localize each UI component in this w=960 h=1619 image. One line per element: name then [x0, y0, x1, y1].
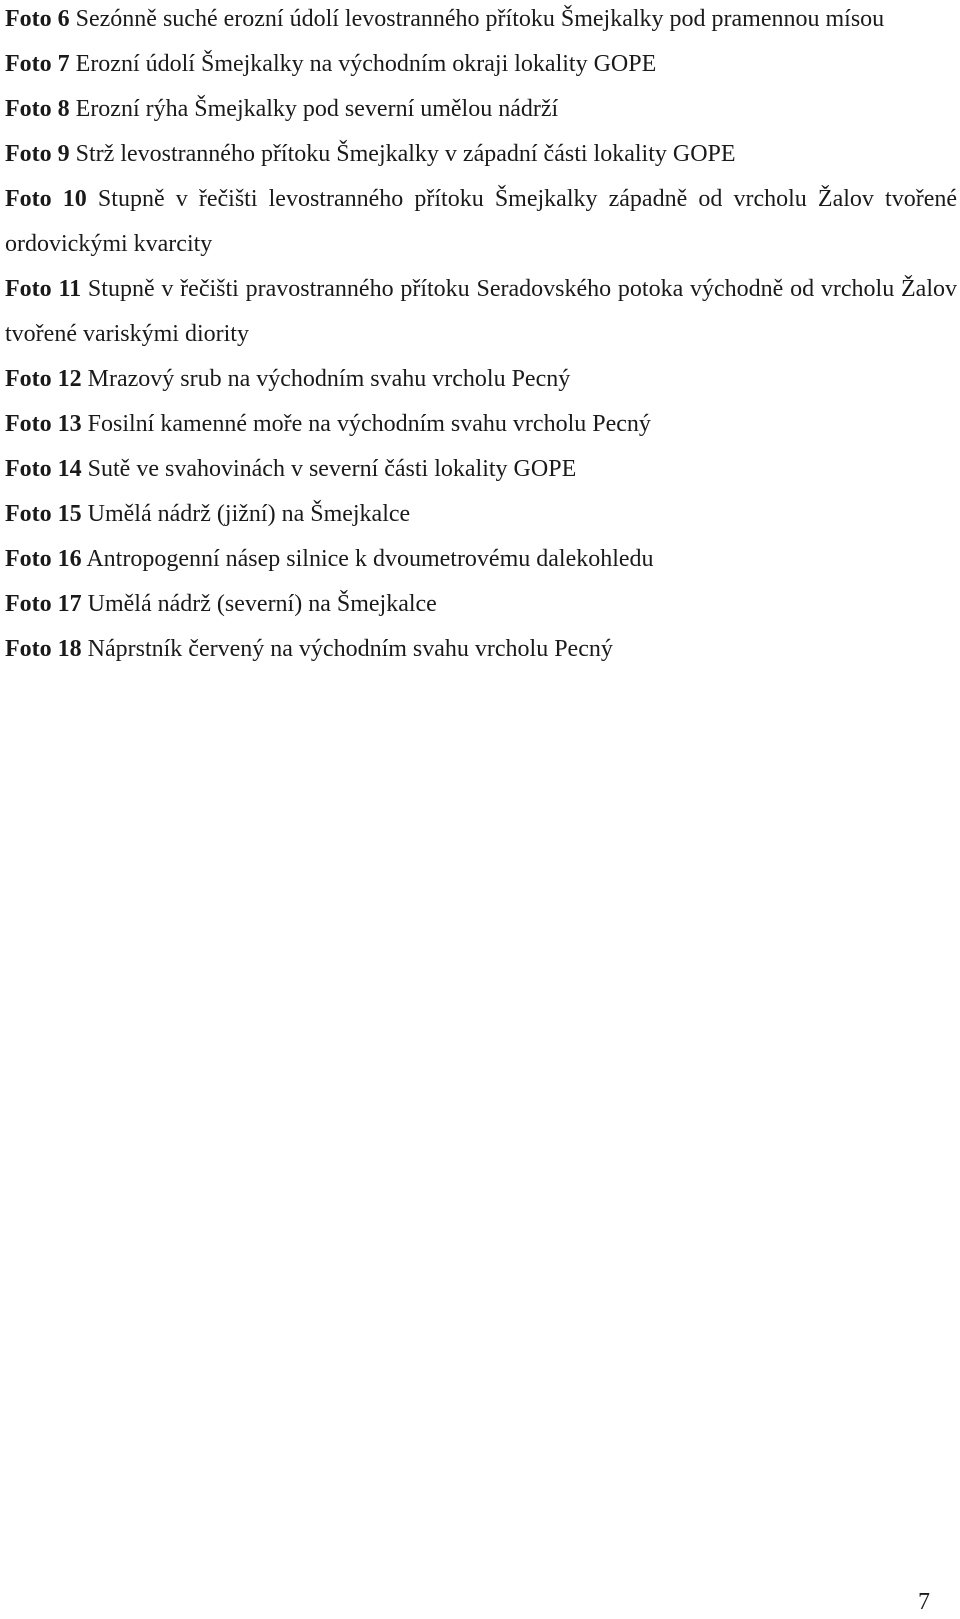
- photo-caption: [5, 447, 957, 492]
- photo-description: Strž levostranného přítoku Šmejkalky v západní části lokality GOPE: [75, 141, 736, 167]
- photo-label: Foto 15: [5, 501, 82, 527]
- photo-caption: [5, 582, 957, 627]
- photo-description: Umělá nádrž (severní) na Šmejkalce: [87, 591, 437, 617]
- photo-description: Umělá nádrž (jižní) na Šmejkalce: [87, 501, 411, 527]
- photo-label: Foto 16: [5, 546, 82, 572]
- photo-caption: [5, 132, 957, 177]
- photo-description: Stupně v řečišti pravostranného přítoku Seradovského potoka východně od vrcholu Žalov tvořené variskými diority: [5, 276, 958, 347]
- photo-caption: [5, 87, 957, 132]
- photo-label: Foto 8: [5, 96, 70, 122]
- photo-description: Sutě ve svahovinách v severní části lokality GOPE: [87, 456, 577, 482]
- photo-label: Foto 17: [5, 591, 82, 617]
- photo-caption: [5, 267, 957, 357]
- photo-description: Stupně v řečišti levostranného přítoku Šmejkalky západně od vrcholu Žalov tvořené ordovickými kvarcity: [5, 186, 957, 257]
- photo-caption: [5, 42, 957, 87]
- photo-caption: [5, 492, 957, 537]
- photo-description: Erozní údolí Šmejkalky na východním okraji lokality GOPE: [75, 51, 657, 77]
- photo-label: Foto 11: [5, 276, 82, 302]
- photo-label: Foto 13: [5, 411, 82, 437]
- photo-description: Mrazový srub na východním svahu vrcholu Pecný: [87, 366, 571, 392]
- photo-caption: [5, 0, 957, 42]
- photo-label: Foto 14: [5, 456, 82, 482]
- photo-caption: [5, 402, 957, 447]
- photo-caption-list: [5, 0, 957, 672]
- photo-description: Náprstník červený na východním svahu vrcholu Pecný: [87, 636, 613, 662]
- photo-caption: [5, 627, 957, 672]
- photo-label: Foto 7: [5, 51, 70, 77]
- photo-description: Fosilní kamenné moře na východním svahu vrcholu Pecný: [87, 411, 651, 437]
- photo-description: Sezónně suché erozní údolí levostranného přítoku Šmejkalky pod pramennou mísou: [75, 6, 885, 32]
- photo-label: Foto 9: [5, 141, 70, 167]
- photo-description: Antropogenní násep silnice k dvoumetrovému dalekohledu: [86, 546, 654, 572]
- photo-caption: [5, 177, 957, 267]
- photo-label: Foto 10: [5, 186, 87, 212]
- photo-caption: [5, 357, 957, 402]
- photo-description: Erozní rýha Šmejkalky pod severní umělou nádrží: [75, 96, 559, 122]
- photo-label: Foto 6: [5, 6, 70, 32]
- photo-label: Foto 18: [5, 636, 82, 662]
- page-number: 7: [918, 1589, 930, 1615]
- photo-label: Foto 12: [5, 366, 82, 392]
- photo-caption: [5, 537, 957, 582]
